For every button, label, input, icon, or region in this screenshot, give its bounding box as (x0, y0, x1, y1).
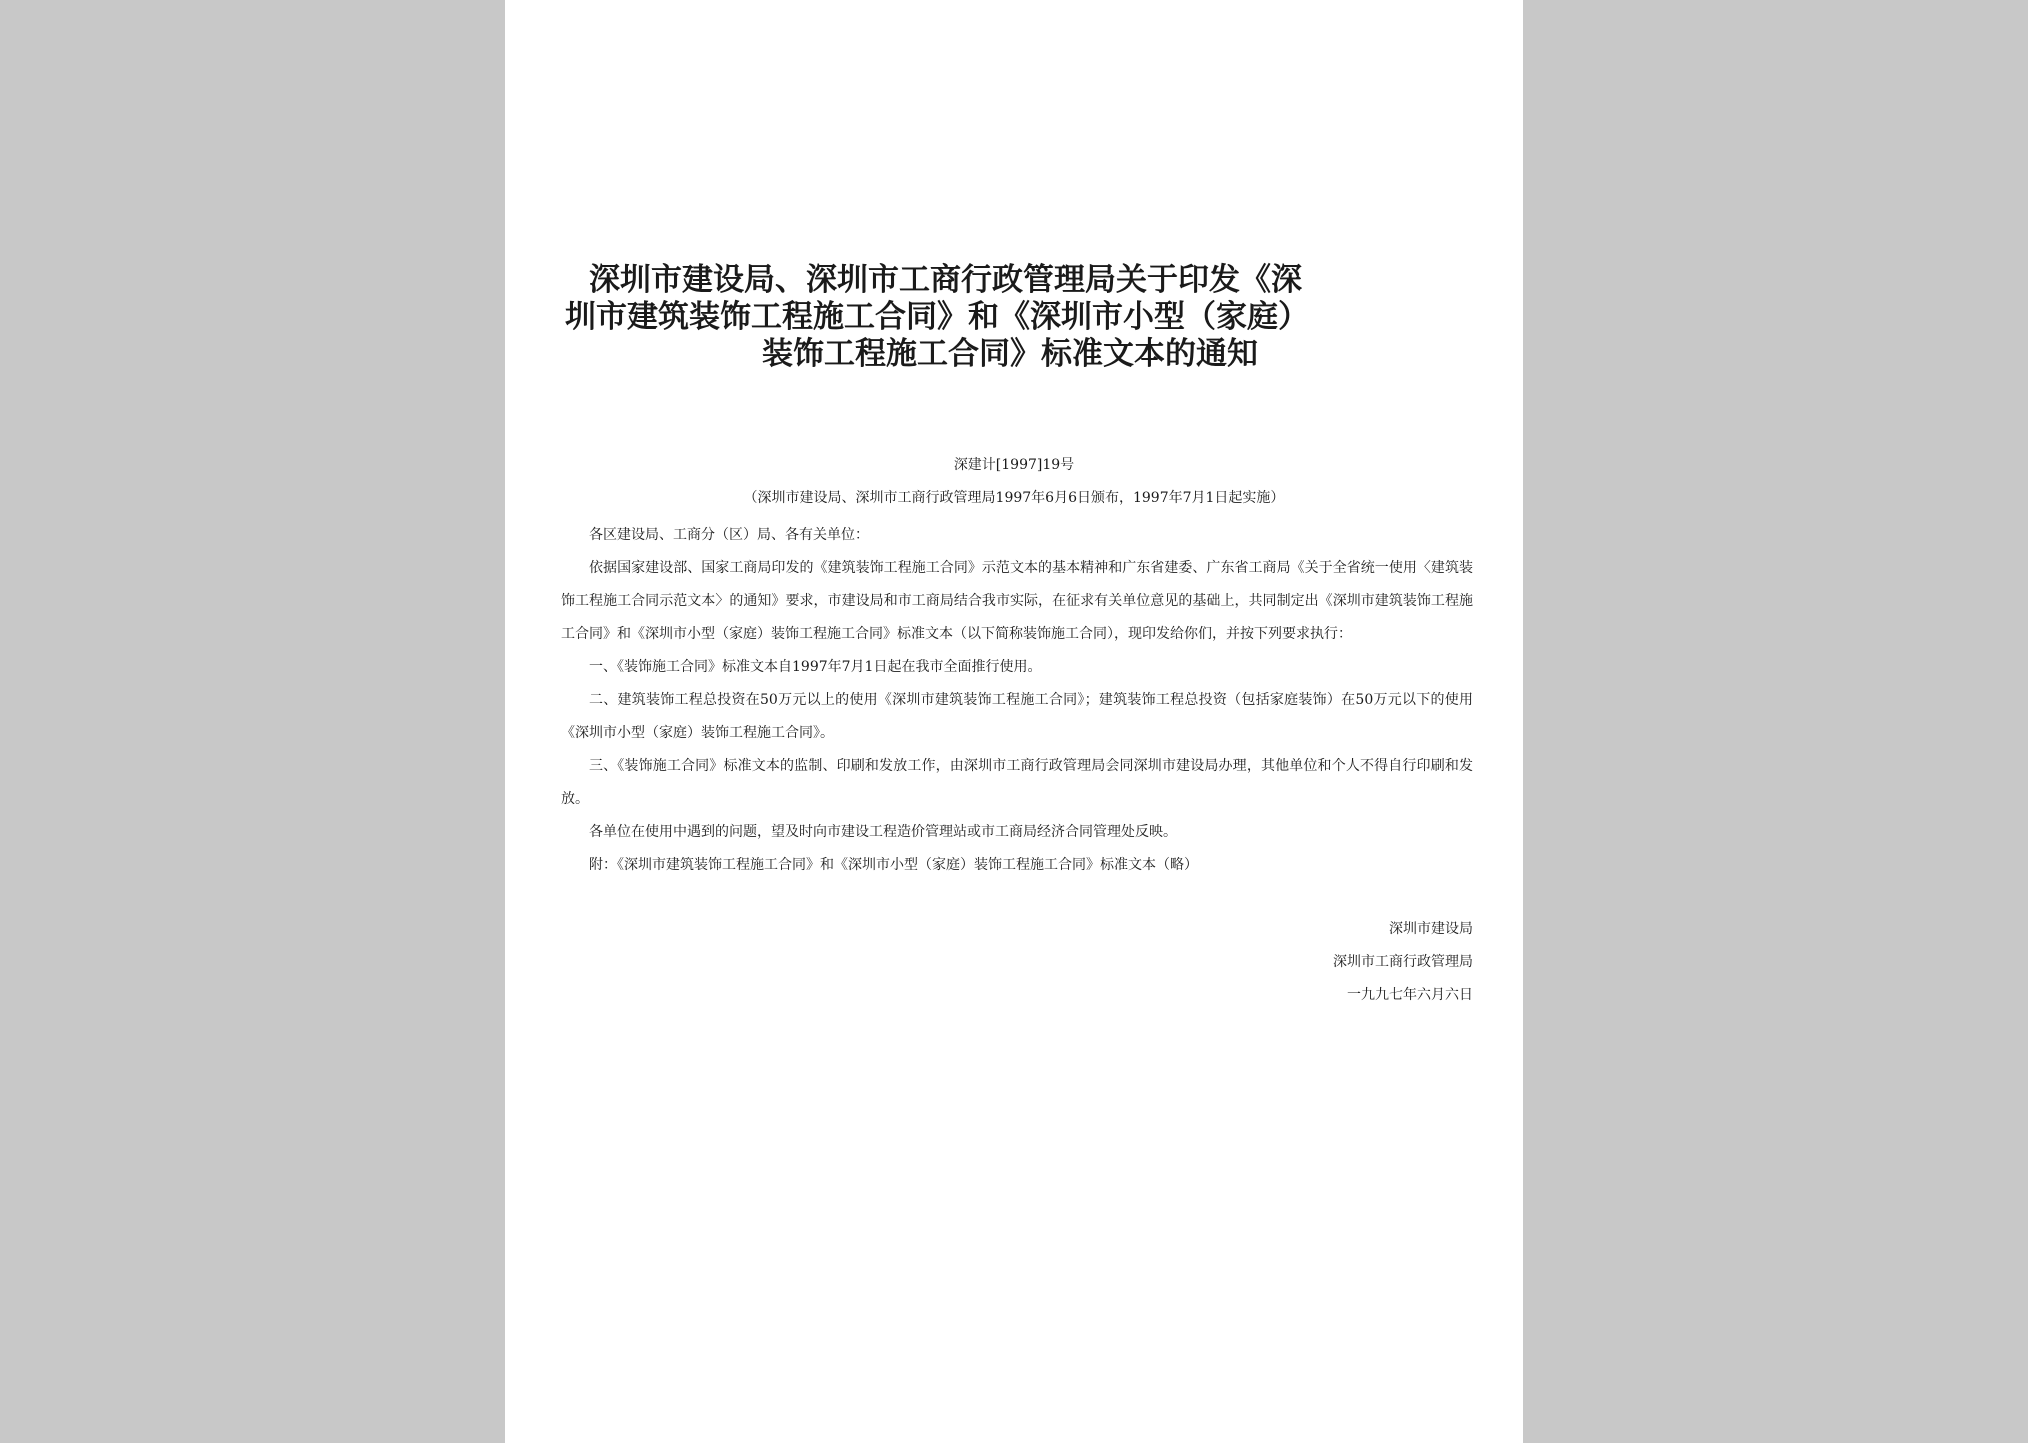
attachment-note: 附：《深圳市建筑装饰工程施工合同》和《深圳市小型（家庭）装饰工程施工合同》标准文本（略） (589, 857, 1198, 873)
document-title (565, 262, 1465, 373)
body-paragraph: 三、《装饰施工合同》标准文本的监制、印刷和发放工作，由深圳市工商行政管理局会同深圳市建设局办理，其他单位和个人不得自行印刷和发放。 (561, 758, 1473, 807)
document-page (505, 0, 1523, 1443)
body-paragraph: 二、建筑装饰工程总投资在50万元以上的使用《深圳市建筑装饰工程施工合同》；建筑装饰工程总投资（包括家庭装饰）在50万元以下的使用《深圳市小型（家庭）装饰工程施工合同》。 (561, 692, 1473, 741)
body-paragraph: 一、《装饰施工合同》标准文本自1997年7月1日起在我市全面推行使用。 (589, 659, 1042, 675)
title-line-3: 装饰工程施工合同》标准文本的通知 (762, 336, 1258, 372)
document-number: 深建计[1997]19号 (953, 457, 1075, 473)
signature-issuer-1: 深圳市建设局 (1389, 921, 1473, 937)
salutation: 各区建设局、工商分（区）局、各有关单位： (589, 527, 869, 543)
body-paragraph: 各单位在使用中遇到的问题，望及时向市建设工程造价管理站或市工商局经济合同管理处反映。 (589, 824, 1177, 840)
issued-note: （深圳市建设局、深圳市工商行政管理局1997年6月6日颁布，1997年7月1日起实施） (743, 490, 1285, 506)
signature-date: 一九九七年六月六日 (1347, 987, 1473, 1003)
body-paragraph: 依据国家建设部、国家工商局印发的《建筑装饰工程施工合同》示范文本的基本精神和广东省建委、广东省工商局《关于全省统一使用〈建筑装饰工程施工合同示范文本〉的通知》要求，市建设局和市工商局结合我市实际，在征求有关单位意见的基础上，共同制定出《深圳市建筑装饰工程施工合同》和《深圳市小型（家庭）装饰工程施工合同》标准文本（以下简称装饰施工合同），现印发给你们，并按下列要求执行： (561, 560, 1473, 642)
signature-block (1333, 913, 1473, 1012)
document-body (561, 519, 1473, 882)
title-line-2: 圳市建筑装饰工程施工合同》和《深圳市小型（家庭） (565, 299, 1309, 335)
signature-issuer-2: 深圳市工商行政管理局 (1333, 954, 1473, 970)
title-line-1: 深圳市建设局、深圳市工商行政管理局关于印发《深 (589, 262, 1302, 298)
